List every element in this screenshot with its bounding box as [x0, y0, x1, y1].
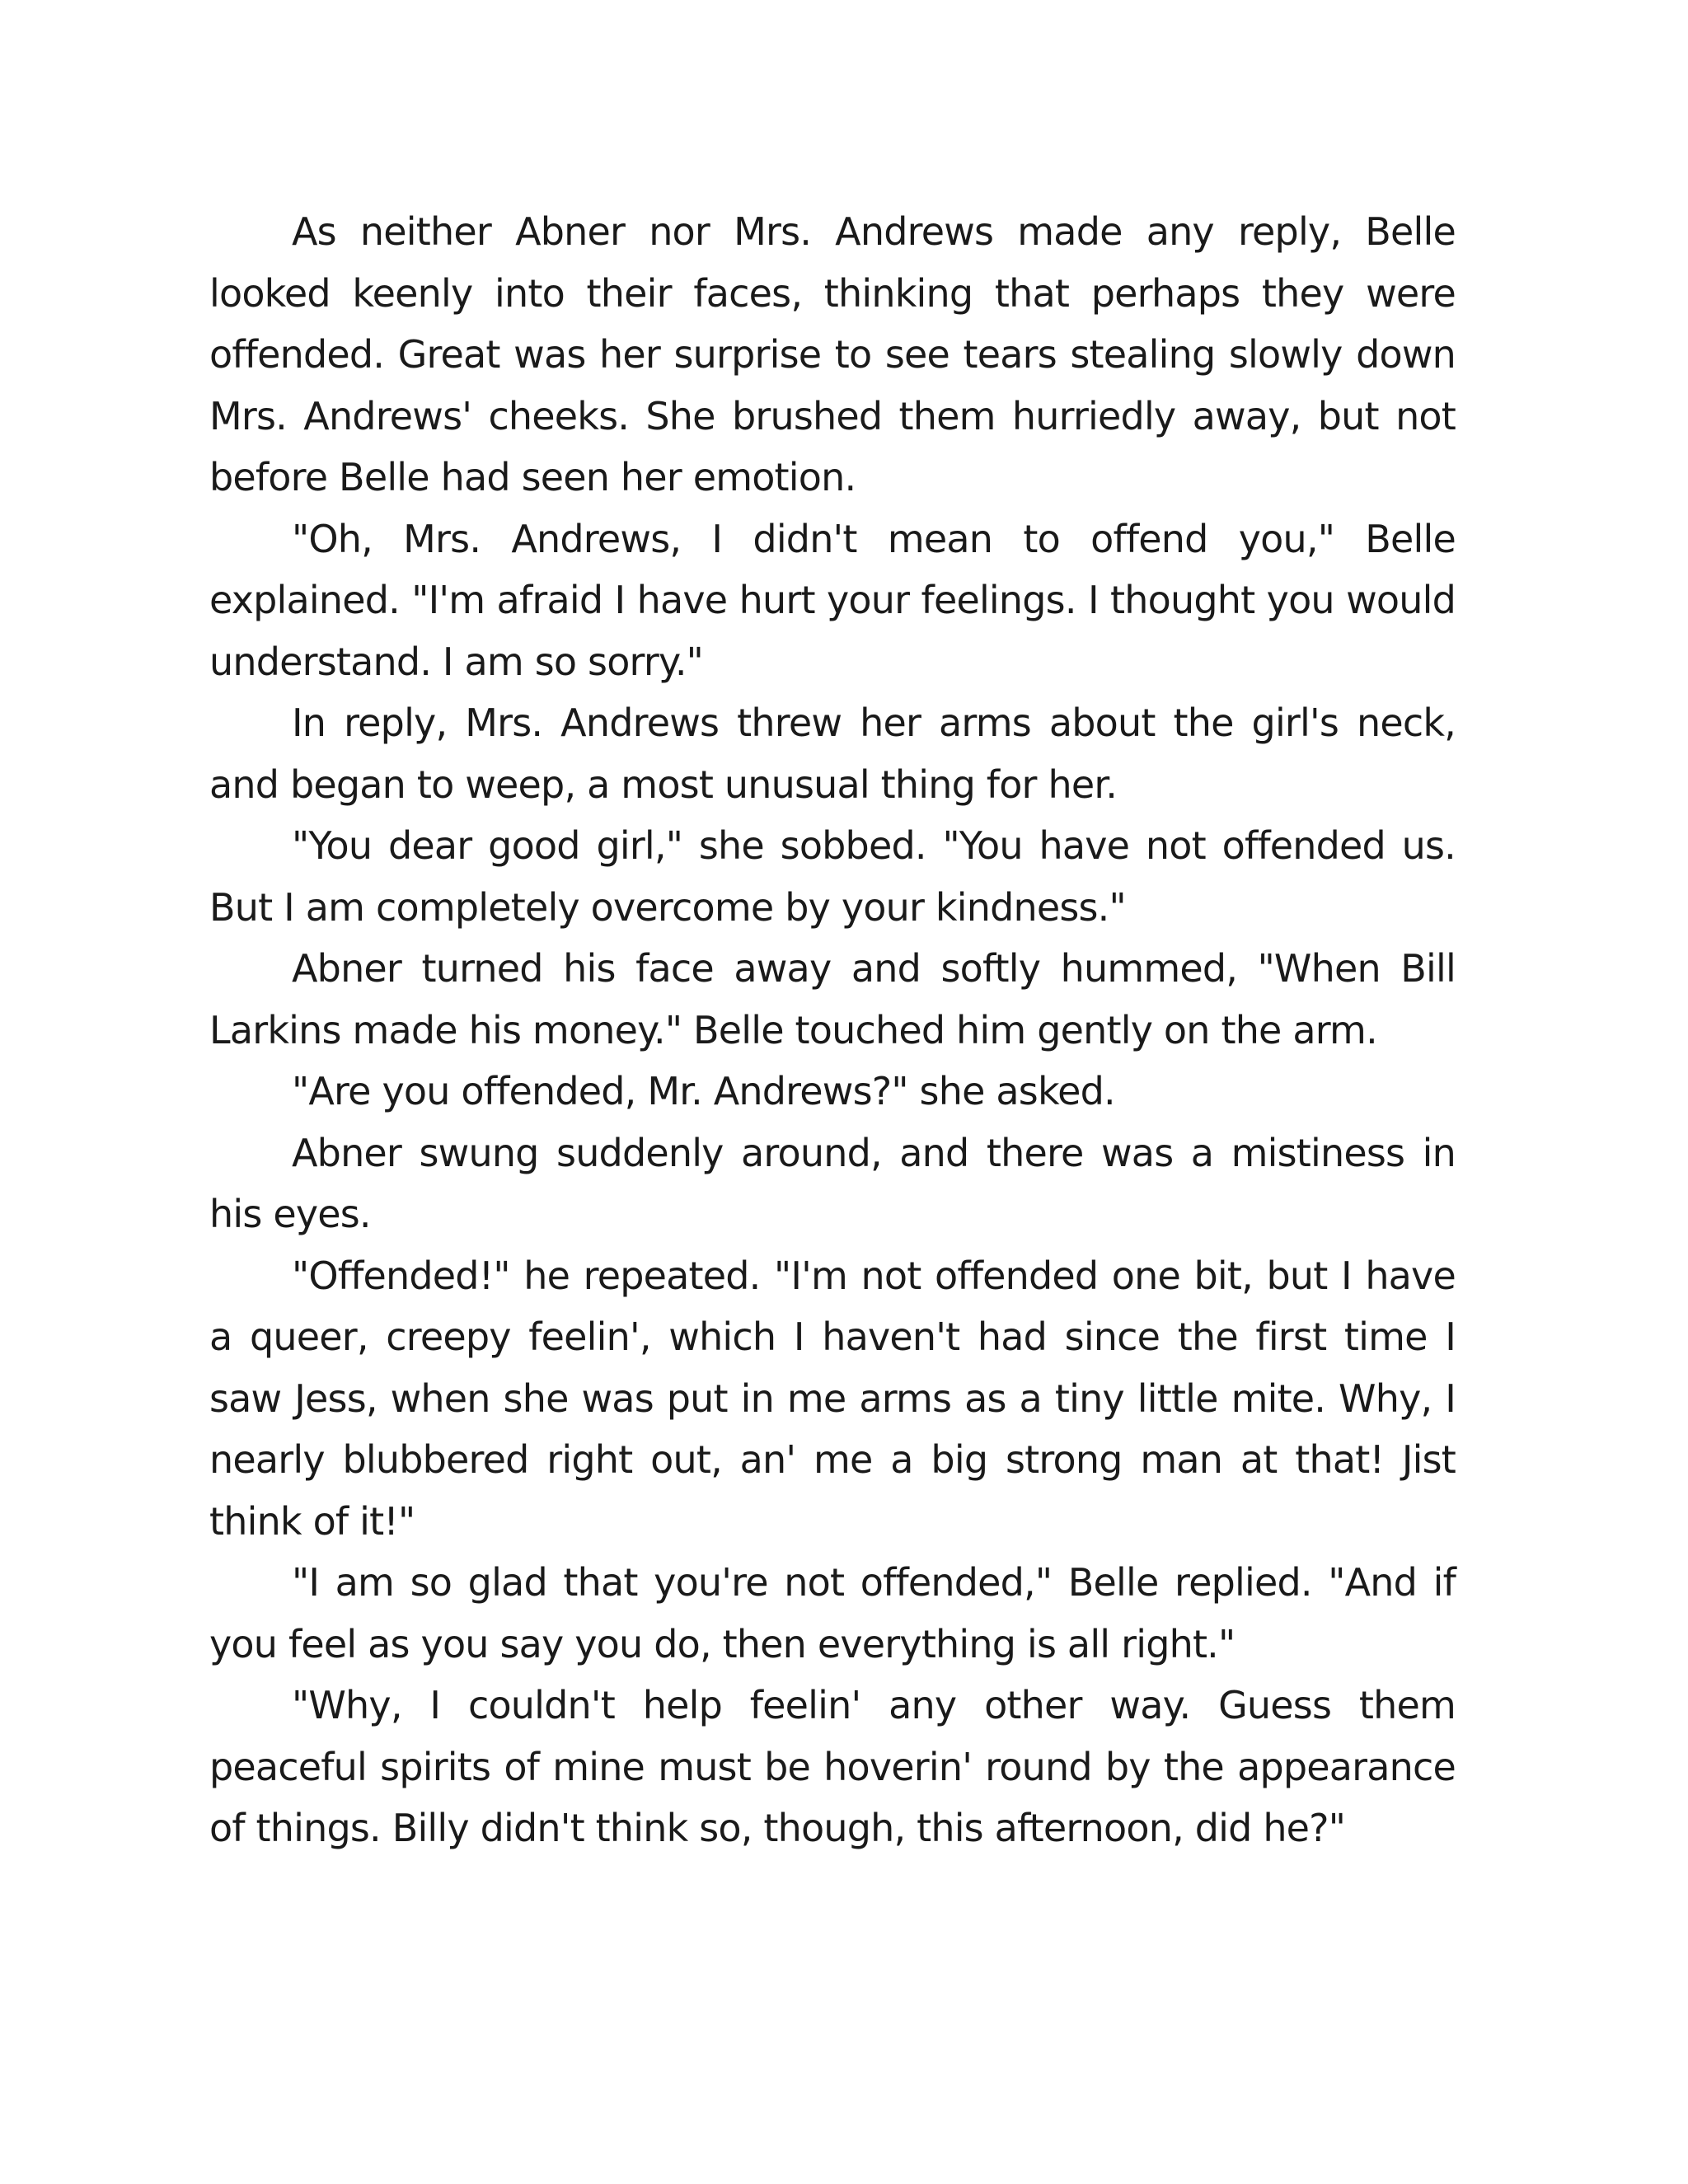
paragraph-10: "Why, I couldn't help feelin' any other way. Guess them peaceful spirits of mine must be hoverin' round by the appearance of things. Billy didn't think so, though, this afternoon, did he?" — [209, 1683, 1456, 1850]
paragraph-7: Abner swung suddenly around, and there was a mistiness in his eyes. — [209, 1130, 1456, 1236]
paragraph-1: As neither Abner nor Mrs. Andrews made any reply, Belle looked keenly into their faces, thinking that perhaps they were offended. Great was her surprise to see tears stealing slowly down Mrs. Andrews' cheeks. She brushed them hurriedly away, but not before Belle had seen her emotion. — [209, 209, 1456, 499]
paragraph-4: "You dear good girl," she sobbed. "You have not offended us. But I am completely overcome by your kindness." — [209, 823, 1456, 930]
paragraph-6: "Are you offended, Mr. Andrews?" she asked. — [292, 1069, 1115, 1113]
paragraph-5: Abner turned his face away and softly hummed, "When Bill Larkins made his money." Belle touched him gently on the arm. — [209, 946, 1456, 1052]
paragraph-3: In reply, Mrs. Andrews threw her arms about the girl's neck, and began to weep, a most unusual thing for her. — [209, 701, 1456, 807]
paragraph-2: "Oh, Mrs. Andrews, I didn't mean to offend you," Belle explained. "I'm afraid I have hurt your feelings. I thought you would understand. I am so sorry." — [209, 516, 1456, 684]
book-page — [209, 201, 1456, 1859]
paragraph-9: "I am so glad that you're not offended," Belle replied. "And if you feel as you say you do, then everything is all right." — [209, 1560, 1456, 1666]
paragraph-8: "Offended!" he repeated. "I'm not offended one bit, but I have a queer, creepy feelin', which I haven't had since the first time I saw Jess, when she was put in me arms as a tiny little mite. Why, I nearly blubbered right out, an' me a big strong man at that! Jist think of it!" — [209, 1253, 1456, 1544]
